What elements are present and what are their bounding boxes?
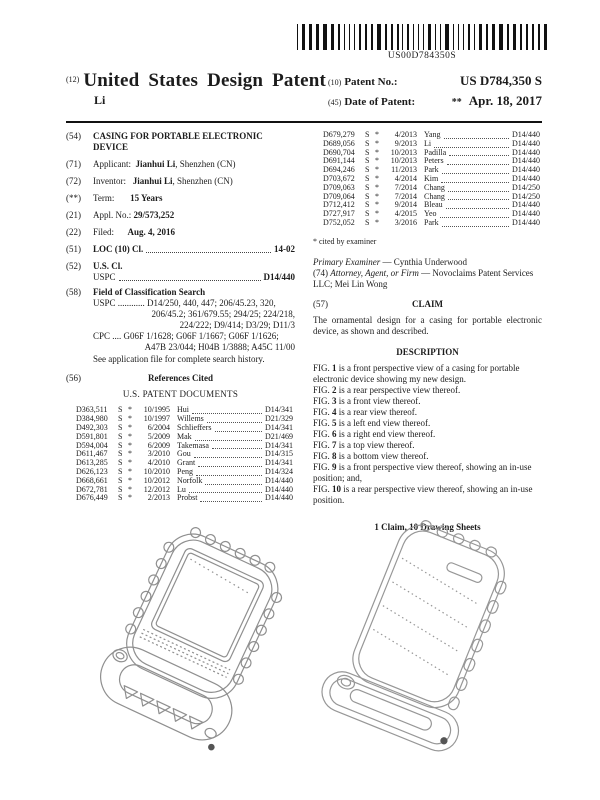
- inventor-line: [93, 176, 295, 187]
- fig-number: 10: [332, 483, 342, 494]
- dot-leader: [198, 465, 262, 467]
- field-72-inventor: [66, 176, 295, 187]
- ref-kind-code: S: [365, 200, 370, 210]
- ref-examiner-star: *: [128, 458, 132, 468]
- dot-leader: [440, 216, 509, 218]
- fig-prefix: FIG.: [313, 451, 330, 462]
- field-num-12: (12): [66, 75, 80, 84]
- filed-value: Aug. 4, 2016: [127, 226, 176, 237]
- claim-text: The ornamental design for a casing for portable electronic device, as shown and described.: [313, 315, 542, 337]
- ref-examiner-star: *: [375, 182, 379, 192]
- dot-leader: [441, 181, 509, 183]
- search-line: 224/222; D9/414; D3/29; D11/3: [179, 319, 295, 330]
- cited-by-examiner-note: * cited by examiner: [313, 236, 377, 246]
- reference-row: [323, 219, 540, 228]
- claim-title: CLAIM: [412, 299, 443, 310]
- ref-classification: D14/440: [512, 147, 540, 157]
- dot-leader: [442, 172, 509, 174]
- ref-kind-code: S: [118, 431, 123, 441]
- fig-number: 2: [332, 385, 337, 396]
- ref-date: 10/2013: [390, 156, 417, 166]
- left-column: [66, 131, 295, 533]
- document-body: [66, 131, 542, 533]
- references-table-right: [323, 131, 540, 228]
- figure-description-line: [313, 462, 542, 484]
- field-num: (72): [66, 175, 81, 186]
- ref-inventor-name: Grant: [177, 458, 196, 468]
- ref-date: 5/2009: [147, 431, 170, 441]
- description-title: DESCRIPTION: [396, 347, 459, 358]
- fig-prefix: FIG.: [313, 363, 330, 374]
- appl-no-value: 29/573,252: [133, 209, 175, 220]
- ref-classification: D14/440: [512, 156, 540, 166]
- ref-date: 3/2010: [147, 449, 170, 459]
- ref-kind-code: S: [365, 156, 370, 166]
- ref-kind-code: S: [118, 405, 123, 415]
- field-56-references: [66, 373, 295, 384]
- inventor-surname: Li: [94, 93, 106, 107]
- dot-leader: [119, 279, 261, 281]
- filed-line: [93, 227, 295, 238]
- ref-classification: D14/440: [265, 475, 293, 485]
- dot-leader: [448, 198, 509, 200]
- ref-date: 10/1997: [143, 414, 170, 424]
- fig-number: 6: [332, 429, 337, 440]
- applicant-label: Applicant:: [93, 158, 131, 169]
- ref-date: 7/2014: [394, 191, 417, 201]
- ref-patent-number: D694,246: [323, 165, 355, 175]
- ref-inventor-name: Lu: [177, 484, 186, 494]
- figure-descriptions: [313, 363, 542, 506]
- dot-leader: [146, 251, 271, 253]
- fig-prefix: FIG.: [313, 407, 330, 418]
- header-divider: [66, 121, 542, 123]
- dot-leader: [444, 137, 509, 139]
- figure-description-line: [313, 440, 542, 451]
- fig-number: 7: [332, 440, 337, 451]
- field-21-appl-no: [66, 210, 295, 221]
- dot-leader: [194, 456, 262, 458]
- ref-classification: D14/341: [265, 440, 293, 450]
- fig-text: is a right end view thereof.: [338, 429, 436, 440]
- field-num: (58): [66, 286, 81, 297]
- ref-date: 4/2014: [394, 173, 417, 183]
- ref-examiner-star: *: [128, 414, 132, 424]
- ref-examiner-star: *: [128, 449, 132, 459]
- reference-row: [323, 131, 540, 140]
- ref-examiner-star: *: [375, 138, 379, 148]
- us-cl-block: [93, 261, 295, 283]
- dot-leader: [446, 207, 509, 209]
- dot-leader: [449, 154, 509, 156]
- patent-number-label: Patent No.:: [344, 76, 398, 88]
- dot-leader: [442, 225, 509, 227]
- ref-classification: D14/440: [512, 217, 540, 227]
- field-58-search: [66, 287, 295, 365]
- ref-patent-number: D679,279: [323, 130, 355, 139]
- search-block: [93, 287, 295, 365]
- ref-patent-number: D689,056: [323, 138, 355, 148]
- ref-classification: D14/440: [512, 209, 540, 219]
- field-54-title: [66, 131, 295, 153]
- ref-date: 6/2004: [147, 423, 170, 432]
- ref-inventor-name: Chang: [424, 182, 445, 192]
- ref-inventor-name: Bleau: [424, 200, 443, 210]
- term-label: Term:: [93, 192, 115, 203]
- ref-patent-number: D492,303: [76, 423, 108, 432]
- ref-kind-code: S: [118, 423, 123, 432]
- field-71-applicant: [66, 159, 295, 170]
- barcode-text: US00D784350S: [387, 51, 457, 61]
- document-title: United States Design Patent: [83, 70, 327, 91]
- ref-inventor-name: Kim: [424, 173, 439, 183]
- ref-patent-number: D611,467: [76, 449, 108, 459]
- ref-inventor-name: Li: [424, 138, 432, 148]
- ref-patent-number: D672,781: [76, 484, 108, 494]
- ref-inventor-name: Probst: [177, 493, 198, 503]
- field-num: (22): [66, 226, 81, 237]
- ref-patent-number: D690,704: [323, 147, 355, 157]
- examiner-name: Cynthia Underwood: [393, 256, 467, 267]
- fig-text: is a rear perspective view thereof, showing an in-use position.: [313, 483, 533, 505]
- uspc-line: [93, 272, 295, 283]
- filed-label: Filed:: [93, 226, 115, 237]
- ref-kind-code: S: [365, 209, 370, 219]
- ref-classification: D21/469: [265, 431, 293, 441]
- ref-patent-number: D709,064: [323, 191, 355, 201]
- ref-date: 7/2014: [394, 182, 417, 192]
- ref-classification: D14/341: [265, 405, 293, 415]
- ref-inventor-name: Mak: [177, 431, 192, 441]
- inventor-location: , Shenzhen (CN): [172, 175, 233, 186]
- ref-patent-number: D752,052: [323, 217, 355, 227]
- patent-date-text: Apr. 18, 2017: [468, 93, 542, 108]
- ref-classification: D14/440: [512, 130, 540, 139]
- figure-description-line: [313, 418, 542, 429]
- ref-inventor-name: Hui: [177, 405, 189, 415]
- figure-description-line: [313, 429, 542, 440]
- ref-inventor-name: Park: [424, 165, 439, 175]
- references-table-left: [76, 406, 293, 503]
- ref-inventor-name: Gou: [177, 449, 191, 459]
- ref-inventor-name: Takemasa: [177, 440, 209, 450]
- dot-leader: [447, 163, 509, 165]
- ref-inventor-name: Chang: [424, 191, 445, 201]
- ref-date: 6/2009: [147, 440, 170, 450]
- appl-no-label: Appl. No.:: [93, 209, 132, 220]
- ref-kind-code: S: [365, 165, 370, 175]
- field-num: (56): [66, 373, 81, 384]
- ref-examiner-star: *: [128, 466, 132, 476]
- fig-text: is a front view thereof.: [338, 396, 421, 407]
- barcode: [297, 24, 547, 61]
- ref-patent-number: D727,917: [323, 209, 355, 219]
- attorney-line: [313, 268, 542, 290]
- ref-patent-number: D709,063: [323, 182, 355, 192]
- ref-examiner-star: *: [128, 484, 132, 494]
- patent-date-value: [415, 93, 542, 109]
- ref-examiner-star: *: [128, 423, 132, 432]
- field-51-loc: [66, 244, 295, 255]
- search-line: CPC .... G06F 1/1628; G06F 1/1667; G06F 1/1626;: [93, 330, 279, 341]
- ref-kind-code: S: [365, 217, 370, 227]
- ref-classification: D14/341: [265, 458, 293, 468]
- fig-text: is a top view thereof.: [338, 440, 415, 451]
- ref-patent-number: D703,672: [323, 173, 355, 183]
- spacer: [313, 347, 340, 358]
- ref-date: 10/2010: [143, 466, 170, 476]
- ref-date: 4/2010: [147, 458, 170, 468]
- ref-examiner-star: *: [128, 431, 132, 441]
- term-value: 15 Years: [130, 192, 163, 203]
- ref-kind-code: S: [118, 493, 123, 503]
- ref-date: 4/2015: [394, 209, 417, 219]
- ref-kind-code: S: [365, 173, 370, 183]
- fig-text: is a left end view thereof.: [338, 418, 431, 429]
- search-cpc-lines: [93, 331, 295, 353]
- ref-date: 10/2012: [143, 475, 170, 485]
- loc-label: LOC (10) Cl.: [93, 243, 144, 254]
- search-line: A47B 23/044; H04B 1/3888; A45C 11/00: [144, 341, 295, 352]
- applicant-location: , Shenzhen (CN): [175, 158, 236, 169]
- patent-date-row: [328, 93, 542, 109]
- ref-date: 11/2013: [391, 165, 417, 175]
- ref-kind-code: S: [118, 449, 123, 459]
- ref-inventor-name: Park: [424, 217, 439, 227]
- patent-number-row: [328, 73, 542, 89]
- dot-leader: [205, 483, 262, 485]
- ref-examiner-star: *: [375, 173, 379, 183]
- ref-patent-number: D626,123: [76, 466, 108, 476]
- uspc-label: USPC: [93, 271, 116, 282]
- term-line: [93, 193, 295, 204]
- ref-kind-code: S: [118, 458, 123, 468]
- ref-kind-code: S: [365, 147, 370, 157]
- ref-classification: D14/440: [512, 173, 540, 183]
- field-22-filed: [66, 227, 295, 238]
- figure-description-line: [313, 396, 542, 407]
- dash: —: [421, 268, 431, 279]
- ref-classification: D14/440: [265, 484, 293, 494]
- ref-date: 3/2016: [394, 217, 417, 227]
- fig-prefix: FIG.: [313, 440, 330, 451]
- field-num-10: (10): [328, 78, 342, 87]
- attorney-label: Attorney, Agent, or Firm: [330, 268, 419, 279]
- ref-kind-code: S: [118, 466, 123, 476]
- patent-date-label: Date of Patent:: [344, 96, 416, 108]
- patent-number-value: US D784,350 S: [460, 73, 542, 88]
- fig-prefix: FIG.: [313, 396, 330, 407]
- ref-date: 10/1995: [143, 405, 170, 415]
- us-cl-label: U.S. Cl.: [93, 260, 123, 271]
- ref-inventor-name: Yang: [424, 130, 441, 139]
- ref-inventor-name: Schlieffers: [177, 423, 212, 432]
- ref-classification: D14/315: [265, 449, 293, 459]
- ref-patent-number: D712,412: [323, 200, 355, 210]
- fig-prefix: FIG.: [313, 462, 330, 473]
- fig-prefix: FIG.: [313, 418, 330, 429]
- field-num: (51): [66, 243, 81, 254]
- dash: —: [382, 256, 392, 267]
- ref-examiner-star: *: [128, 475, 132, 485]
- field-num: (54): [66, 131, 81, 141]
- field-term: [66, 193, 295, 204]
- figure-description-line: [313, 385, 542, 396]
- ref-patent-number: D591,801: [76, 431, 108, 441]
- ref-classification: D14/440: [512, 165, 540, 175]
- ref-date: 9/2013: [394, 138, 417, 148]
- us-patent-documents-title: U.S. PATENT DOCUMENTS: [122, 389, 239, 400]
- ref-classification: D14/324: [265, 466, 293, 476]
- claims-sheets-note: 1 Claim, 10 Drawing Sheets: [374, 521, 481, 532]
- ref-kind-code: S: [365, 130, 370, 139]
- fig-text: is a front perspective view of a casing for portable electronic device showing my new design.: [313, 363, 520, 385]
- dot-leader: [448, 190, 509, 192]
- fig-number: 8: [332, 451, 337, 462]
- inventor-label: Inventor:: [93, 175, 126, 186]
- fig-number: 1: [332, 363, 337, 374]
- fig-prefix: FIG.: [313, 483, 330, 494]
- ref-examiner-star: *: [375, 200, 379, 210]
- ref-classification: D14/440: [265, 493, 293, 503]
- fig-prefix: FIG.: [313, 385, 330, 396]
- ref-inventor-name: Norfolk: [177, 475, 203, 485]
- fig-number: 5: [332, 418, 337, 429]
- ref-inventor-name: Peters: [424, 156, 444, 166]
- field-52-us-cl: [66, 261, 295, 283]
- field-num: (52): [66, 260, 81, 271]
- invention-title: CASING FOR PORTABLE ELECTRONIC DEVICE: [93, 131, 263, 152]
- ref-kind-code: S: [365, 138, 370, 148]
- search-uspc-lines: [93, 298, 295, 331]
- references-cited-title: References Cited: [147, 373, 214, 384]
- ref-patent-number: D594,004: [76, 440, 108, 450]
- loc-line: [93, 244, 295, 255]
- ref-date: 4/2013: [394, 130, 417, 139]
- ref-kind-code: S: [365, 191, 370, 201]
- ref-patent-number: D363,511: [76, 405, 108, 415]
- ref-classification: D14/440: [512, 138, 540, 148]
- field-num: (74): [313, 268, 328, 279]
- applicant-line: [93, 159, 295, 170]
- ref-inventor-name: Peng: [177, 466, 193, 476]
- search-line: 206/45.2; 361/679.55; 294/25; 224/218,: [151, 308, 295, 319]
- figure-description-line: [313, 451, 542, 462]
- ref-kind-code: S: [118, 440, 123, 450]
- loc-value: 14-02: [274, 243, 295, 254]
- fig-text: is a rear perspective view thereof.: [338, 385, 461, 396]
- ref-examiner-star: *: [375, 165, 379, 175]
- ref-examiner-star: *: [375, 147, 379, 157]
- fig-text: is a front perspective view thereof, showing an in-use position; and,: [313, 462, 532, 483]
- ref-kind-code: S: [118, 475, 123, 485]
- field-num-45: (45): [328, 98, 342, 107]
- ref-patent-number: D613,285: [76, 458, 108, 468]
- primary-examiner-line: [313, 257, 542, 268]
- inventor-name: Jianhui Li: [132, 175, 173, 186]
- ref-inventor-name: Yeo: [424, 209, 437, 219]
- search-note: See application file for complete search history.: [93, 353, 265, 364]
- fig-number: 4: [332, 407, 337, 418]
- examiner-label: Primary Examiner: [313, 256, 381, 267]
- field-num: (57): [313, 299, 328, 310]
- ref-classification: D14/341: [265, 423, 293, 432]
- ref-kind-code: S: [118, 414, 123, 424]
- appl-no-line: [93, 210, 295, 221]
- search-label: Field of Classification Search: [93, 286, 206, 297]
- ref-date: 2/2013: [147, 493, 170, 503]
- ref-patent-number: D691,144: [323, 156, 355, 166]
- ref-classification: D14/250: [512, 182, 540, 192]
- barcode-bars-icon: [297, 24, 547, 50]
- fig-number: 3: [332, 396, 337, 407]
- ref-classification: D14/440: [512, 200, 540, 210]
- ref-date: 12/2012: [143, 484, 170, 494]
- dot-leader: [207, 421, 262, 423]
- rear-perspective-figure: [300, 495, 545, 780]
- front-perspective-figure: [75, 498, 300, 798]
- applicant-name: Jianhui Li: [135, 158, 176, 169]
- description-header: [313, 347, 542, 358]
- ref-date: 9/2014: [394, 200, 417, 210]
- field-num: (71): [66, 158, 81, 169]
- figure-description-line: [313, 363, 542, 385]
- ref-examiner-star: *: [128, 440, 132, 450]
- attorney-firm: Novoclaims Patent Services LLC; Mei Lin Wong: [313, 268, 534, 290]
- ref-inventor-name: Willems: [177, 414, 204, 424]
- ref-classification: D21/329: [265, 414, 293, 424]
- ref-patent-number: D384,980: [76, 414, 108, 424]
- ref-examiner-star: *: [375, 130, 379, 139]
- fig-number: 9: [332, 462, 337, 473]
- ref-patent-number: D676,449: [76, 493, 108, 503]
- header-left: [66, 70, 336, 108]
- fig-prefix: FIG.: [313, 429, 330, 440]
- ref-examiner-star: *: [375, 156, 379, 166]
- header-right: [328, 73, 542, 113]
- dot-leader: [189, 491, 262, 493]
- uspc-value: D14/440: [263, 271, 295, 282]
- right-column: [313, 131, 542, 533]
- ref-examiner-star: *: [128, 493, 132, 503]
- ref-examiner-star: *: [128, 405, 132, 415]
- ref-examiner-star: *: [375, 191, 379, 201]
- dot-leader: [215, 430, 262, 432]
- fig-text: is a bottom view thereof.: [338, 451, 429, 462]
- ref-examiner-star: *: [375, 217, 379, 227]
- ref-kind-code: S: [118, 484, 123, 494]
- figure-description-line: [313, 407, 542, 418]
- field-57-claim: [313, 299, 542, 310]
- ref-inventor-name: Padilla: [424, 147, 447, 157]
- dot-leader: [196, 474, 262, 476]
- ref-patent-number: D668,661: [76, 475, 108, 485]
- field-num: (**): [66, 192, 81, 203]
- dot-leader: [212, 447, 262, 449]
- fig-text: is a rear view thereof.: [338, 407, 417, 418]
- ref-examiner-star: *: [375, 209, 379, 219]
- ref-classification: D14/250: [512, 191, 540, 201]
- search-line: USPC ............ D14/250, 440, 447; 206/45.23, 320,: [93, 297, 276, 308]
- ref-date: 10/2013: [390, 147, 417, 157]
- ref-kind-code: S: [365, 182, 370, 192]
- term-extension-stars: **: [451, 97, 462, 108]
- field-num: (21): [66, 209, 81, 220]
